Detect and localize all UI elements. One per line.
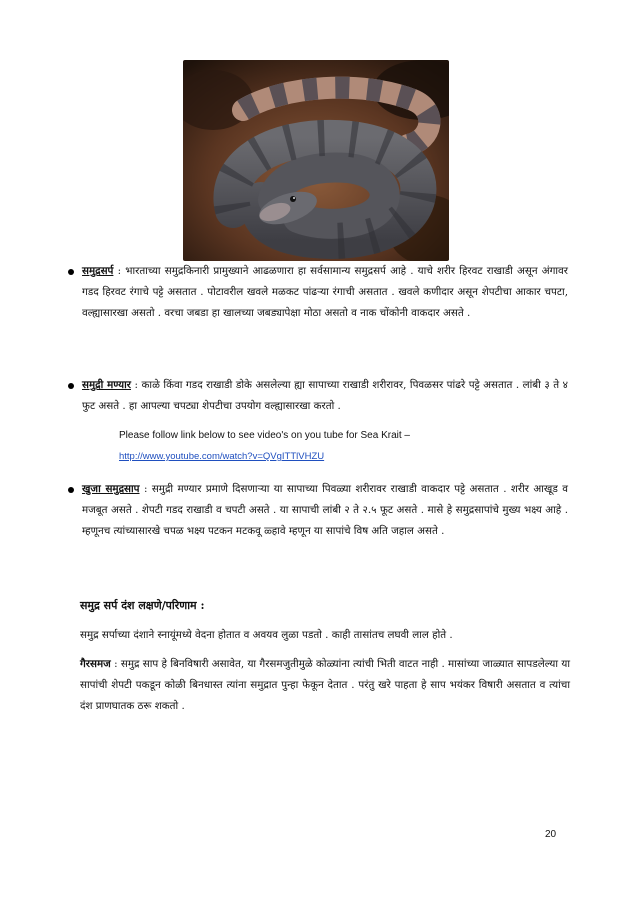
bullet-dwarf-sea-snake — [82, 479, 568, 542]
section-heading: समुद्र सर्प दंश लक्षणे/परिणाम : — [80, 599, 205, 612]
video-note: Please follow link below to see video's on you tube for Sea Krait – — [119, 430, 410, 441]
bullet-text: : भारताच्या समुद्रकिनारी प्रामुख्याने आढळणारा हा सर्वसामान्य समुद्रसर्प आहे . याचे शरीर हिरवट राखाडी असून अंगावर गडद हिरवट रंगाचे पट्टे असतात . पोटावरील खवले मळकट पांढऱ्या रंगाची असतात . खवले कणीदार असून शेपटीचा आकार चपटा, वल्ह्यासारखा असतो . वरचा जबडा हा खालच्या जबड्यापेक्षा मोठा असतो व नाक चोंकोनी वाकदार असते . — [82, 265, 568, 319]
sea-snake-photo — [183, 60, 449, 261]
bullet-point — [68, 383, 74, 389]
misconception-term: गैरसमज — [80, 658, 111, 670]
symptoms-paragraph: समुद्र सर्पाच्या दंशाने स्नायूंमध्ये वेदना होतात व अवयव लुळा पडतो . काही तासांतच लघवी लाल होते . — [80, 629, 453, 641]
bullet-point — [68, 487, 74, 493]
misconception-text: : समुद्र साप हे बिनविषारी असावेत, या गैरसमजुतीमुळे कोळ्यांना त्यांची भिती वाटत नाही . मासांच्या जाळ्यात सापडलेल्या या सापांची शेपटी पकडून कोळी बिनधास्त त्यांना समुद्रात पुन्हा फेकून देतात . परंतु खरे पाहता हे साप भयंकर विषारी असतात व त्यांचा दंश प्राणघातक ठरू शकतो . — [80, 658, 570, 712]
youtube-link[interactable]: http://www.youtube.com/watch?v=QVgITTlVHZU — [119, 451, 325, 462]
misconception-paragraph — [80, 654, 570, 717]
bullet-point — [68, 269, 74, 275]
bullet-text: : समुद्री मण्यार प्रमाणे दिसणाऱ्या या सापाच्या पिवळ्या शरीरावर राखाडी वाकदार पट्टे असतात . शरीर आखूड व मजबूत असते . शेपटी गडद राखाडी व चपटी असते . या सापाची लांबी २ ते २.५ फूट असते . मासे हे समुद्रसापांचे मुख्य भक्ष्य आहे . म्हणूनच त्यांच्यासारखे चपळ भक्ष्य पटकन मटकवू ळ्हावे म्हणून या सापांचे विष अति जहाल असते . — [82, 483, 568, 537]
bullet-text: : काळे किंवा गडद राखाडी डोके असलेल्या ह्या सापाच्या राखाडी शरीरावर, पिवळसर पांढरे पट्टे असतात . लांबी ३ ते ४ फुट असते . हा आपल्या चपट्या शेपटीचा उपयोग वल्ह्यासारखा करतो . — [82, 379, 568, 412]
bullet-sea-snake — [82, 261, 568, 324]
page-number: 20 — [545, 829, 557, 840]
sea-snake-illustration — [183, 60, 449, 261]
bullet-sea-krait — [82, 375, 568, 417]
bullet-term: खुजा समुद्रसाप — [82, 483, 140, 495]
bullet-term: समुद्रसर्प — [82, 265, 114, 277]
bullet-term: समुद्री मण्यार — [82, 379, 131, 391]
